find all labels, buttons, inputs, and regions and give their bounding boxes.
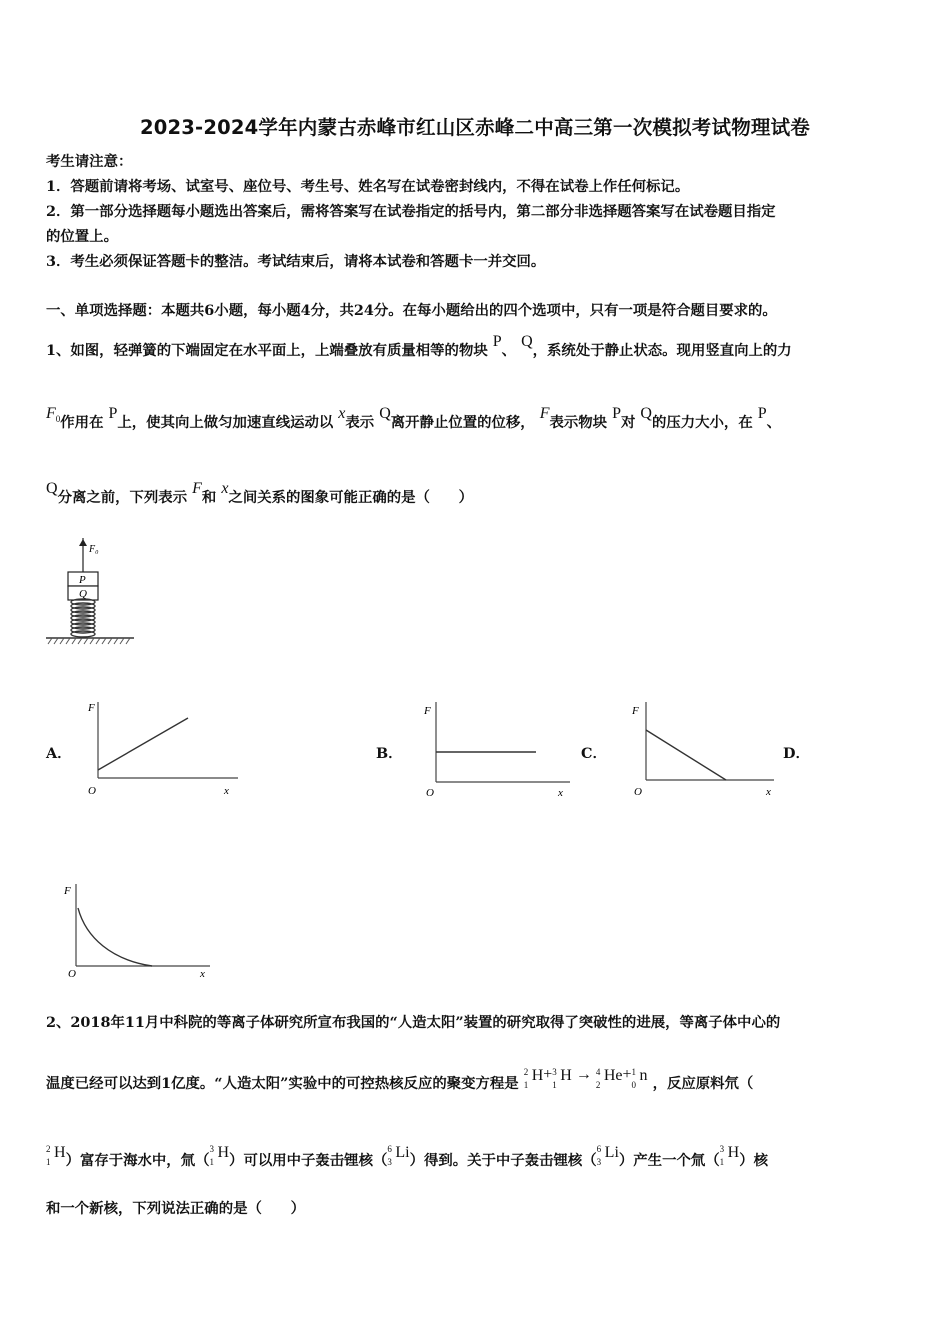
graph-line bbox=[98, 718, 188, 770]
graph-line bbox=[646, 730, 726, 780]
block-p-label: P bbox=[79, 574, 86, 586]
isotope-li6: 6 3 Li bbox=[387, 1144, 410, 1167]
axis-o-label: O bbox=[88, 785, 96, 797]
notice-heading: 考生请注意： bbox=[46, 153, 133, 170]
isotope-li6: 6 3 Li bbox=[596, 1144, 619, 1167]
option-a-label[interactable]: A． bbox=[46, 745, 72, 762]
graph-b bbox=[406, 698, 572, 800]
q2-line-3: 2 1 H）富存于海水中，氚（ 3 1 H）可以用中子轰击锂核（ 6 3 Li）得到。关于中子轰击锂核（ 6 3 Li）产生一个氚（ 3 1 H）核 bbox=[46, 1144, 768, 1169]
axis-f-label: F bbox=[88, 702, 95, 714]
axis-o-label: O bbox=[426, 787, 434, 799]
isotope-n1: 1 0 n bbox=[631, 1067, 648, 1090]
isotope-h3: 3 1 H bbox=[552, 1067, 572, 1090]
symbol-p: P bbox=[492, 333, 502, 350]
fusion-equation: 2 1 H+ 3 1 H → 4 2 He+ 1 0 n bbox=[523, 1066, 648, 1090]
graph-d bbox=[60, 880, 212, 978]
axis-o-label: O bbox=[634, 786, 642, 798]
page-title: 2023-2024学年内蒙古赤峰市红山区赤峰二中高三第一次模拟考试物理试卷 bbox=[139, 116, 811, 139]
section-heading: 一、单项选择题：本题共6小题，每小题4分，共24分。在每小题给出的四个选项中，只有一项是符合题目要求的。 bbox=[46, 302, 777, 319]
isotope-h2: 2 1 H bbox=[46, 1144, 66, 1167]
option-c-label[interactable]: C． bbox=[581, 745, 607, 762]
spring-coils bbox=[71, 599, 95, 637]
graph-a bbox=[76, 698, 240, 800]
axis-o-label: O bbox=[68, 968, 76, 978]
q2-line-1: 2、2018年11月中科院的等离子体研究所宣布我国的“人造太阳”装置的研究取得了突破性的进展，等离子体中心的 bbox=[46, 1014, 781, 1031]
symbol-f0: $F_0$ bbox=[46, 405, 61, 425]
axis-x-label: x bbox=[766, 786, 771, 798]
ground-hatch bbox=[48, 638, 130, 644]
spring-figure bbox=[44, 538, 136, 650]
isotope-h2: 2 1 H bbox=[523, 1067, 544, 1090]
q2-line-4: 和一个新核，下列说法正确的是（ ） bbox=[46, 1200, 306, 1217]
symbol-q: Q bbox=[521, 333, 533, 350]
isotope-h3: 3 1 H bbox=[719, 1144, 740, 1167]
q1-line-2: $F_0$作用在 P上，使其向上做匀加速直线运动以 x表示 Q离开静止位置的位移， F表示物块 P对 Q的压力大小，在 P、 bbox=[46, 405, 782, 431]
option-b-label[interactable]: B． bbox=[376, 745, 403, 762]
axis-x-label: x bbox=[224, 785, 229, 797]
option-d-label[interactable]: D． bbox=[783, 745, 810, 762]
axis-x-label: x bbox=[200, 968, 205, 978]
graph-c bbox=[614, 698, 780, 800]
block-q-label: Q bbox=[79, 588, 87, 600]
axis-f-label: F bbox=[64, 885, 71, 897]
graph-curve bbox=[78, 908, 152, 966]
q1-line-3: Q分离之前，下列表示 F和 x之间关系的图象可能正确的是（ ） bbox=[46, 480, 474, 506]
axis-x-label: x bbox=[558, 787, 563, 799]
notice-item-2: 2．第一部分选择题每小题选出答案后，需将答案写在试卷指定的括号内，第二部分非选择题答案写在试卷题目指定 bbox=[46, 203, 776, 220]
notice-item-1: 1．答题前请将考场、试室号、座位号、考生号、姓名写在试卷密封线内，不得在试卷上作任何标记。 bbox=[46, 178, 690, 195]
q1-line-1: 1、如图，轻弹簧的下端固定在水平面上，上端叠放有质量相等的物块 P、 Q，系统处于静止状态。现用竖直向上的力 bbox=[46, 333, 792, 359]
axis-f-label: F bbox=[424, 705, 431, 717]
q2-line-2: 温度已经可以达到1亿度。“人造太阳”实验中的可控热核反应的聚变方程是 2 1 H+ 3 1 H → 4 2 He+ 1 0 n ，反应原料氘（ bbox=[46, 1066, 754, 1092]
notice-item-2-cont: 的位置上。 bbox=[46, 228, 118, 245]
axis-f-label: F bbox=[632, 705, 639, 717]
notice-item-3: 3．考生必须保证答题卡的整洁。考试结束后，请将本试卷和答题卡一并交回。 bbox=[46, 253, 546, 270]
isotope-h3: 3 1 H bbox=[209, 1144, 230, 1167]
isotope-he4: 4 2 He bbox=[595, 1067, 623, 1090]
arrow-up-icon bbox=[79, 539, 87, 546]
force-label: F₀ bbox=[89, 544, 99, 555]
